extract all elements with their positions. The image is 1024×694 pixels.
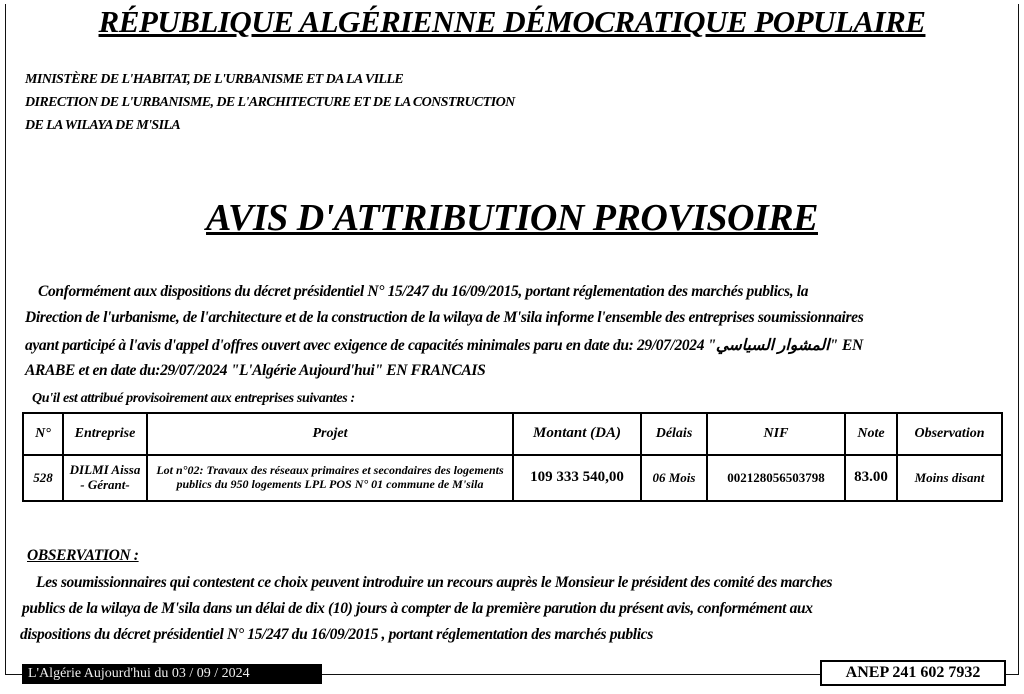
intro-line: ARABE et en date du:29/07/2024 "L'Algérie Aujourd'hui" EN FRANCAIS — [25, 362, 486, 379]
intro-line: Conformément aux dispositions du décret présidentiel N° 15/247 du 16/09/2015, portant réglementation des marchés publics, la — [38, 283, 809, 300]
direction-line: DIRECTION DE L'URBANISME, DE L'ARCHITECTURE ET DE LA CONSTRUCTION — [25, 95, 515, 110]
cell-projet: Lot n°02: Travaux des réseaux primaires et secondaires des logements publics du 950 logements LPL POS N° 01 commune de M'sila — [147, 455, 513, 501]
col-header: Délais — [641, 413, 707, 455]
col-header: NIF — [707, 413, 845, 455]
cell-delais: 06 Mois — [641, 455, 707, 501]
col-header: Note — [845, 413, 897, 455]
republic-title: RÉPUBLIQUE ALGÉRIENNE DÉMOCRATIQUE POPULAIRE — [98, 4, 926, 39]
cell-note: 83.00 — [845, 455, 897, 501]
ministry-line: MINISTÈRE DE L'HABITAT, DE L'URBANISME ET DA LA VILLE — [25, 72, 404, 87]
col-header: Entreprise — [63, 413, 147, 455]
col-header: Projet — [147, 413, 513, 455]
observation-line: dispositions du décret présidentiel N° 15/247 du 16/09/2015 , portant réglementation des marchés publics — [20, 626, 653, 643]
table-row — [23, 455, 1002, 501]
anep-reference: ANEP 241 602 7932 — [820, 660, 1006, 686]
cell-nif: 002128056503798 — [707, 455, 845, 501]
table-intro: Qu'il est attribué provisoirement aux entreprises suivantes : — [32, 391, 355, 406]
attribution-table — [22, 412, 1003, 502]
cell-no: 528 — [23, 455, 63, 501]
intro-line: ayant participé à l'avis d'appel d'offres ouvert avec exigence de capacités minimales paru en date du: 29/07/2024 "المشوار السياسي" EN — [25, 337, 863, 354]
notice-title: AVIS D'ATTRIBUTION PROVISOIRE — [206, 197, 818, 239]
col-header: Observation — [897, 413, 1002, 455]
col-header: N° — [23, 413, 63, 455]
cell-montant: 109 333 540,00 — [513, 455, 641, 501]
cell-entreprise: DILMI Aissa - Gérant- — [63, 455, 147, 501]
publication-label: L'Algérie Aujourd'hui du 03 / 09 / 2024 — [22, 664, 322, 684]
cell-observation: Moins disant — [897, 455, 1002, 501]
intro-line: Direction de l'urbanisme, de l'architecture et de la construction de la wilaya de M'sila informe l'ensemble des entreprises soumissionnaires — [25, 309, 864, 326]
col-header: Montant (DA) — [513, 413, 641, 455]
observation-heading: OBSERVATION : — [27, 547, 139, 564]
wilaya-line: DE LA WILAYA DE M'SILA — [25, 118, 181, 133]
observation-line: publics de la wilaya de M'sila dans un délai de dix (10) jours à compter de la première parution du présent avis, conformément aux — [22, 600, 813, 617]
table-header-row — [23, 413, 1002, 455]
observation-line: Les soumissionnaires qui contestent ce choix peuvent introduire un recours auprès le Monsieur le président des comité des marches — [36, 574, 833, 591]
